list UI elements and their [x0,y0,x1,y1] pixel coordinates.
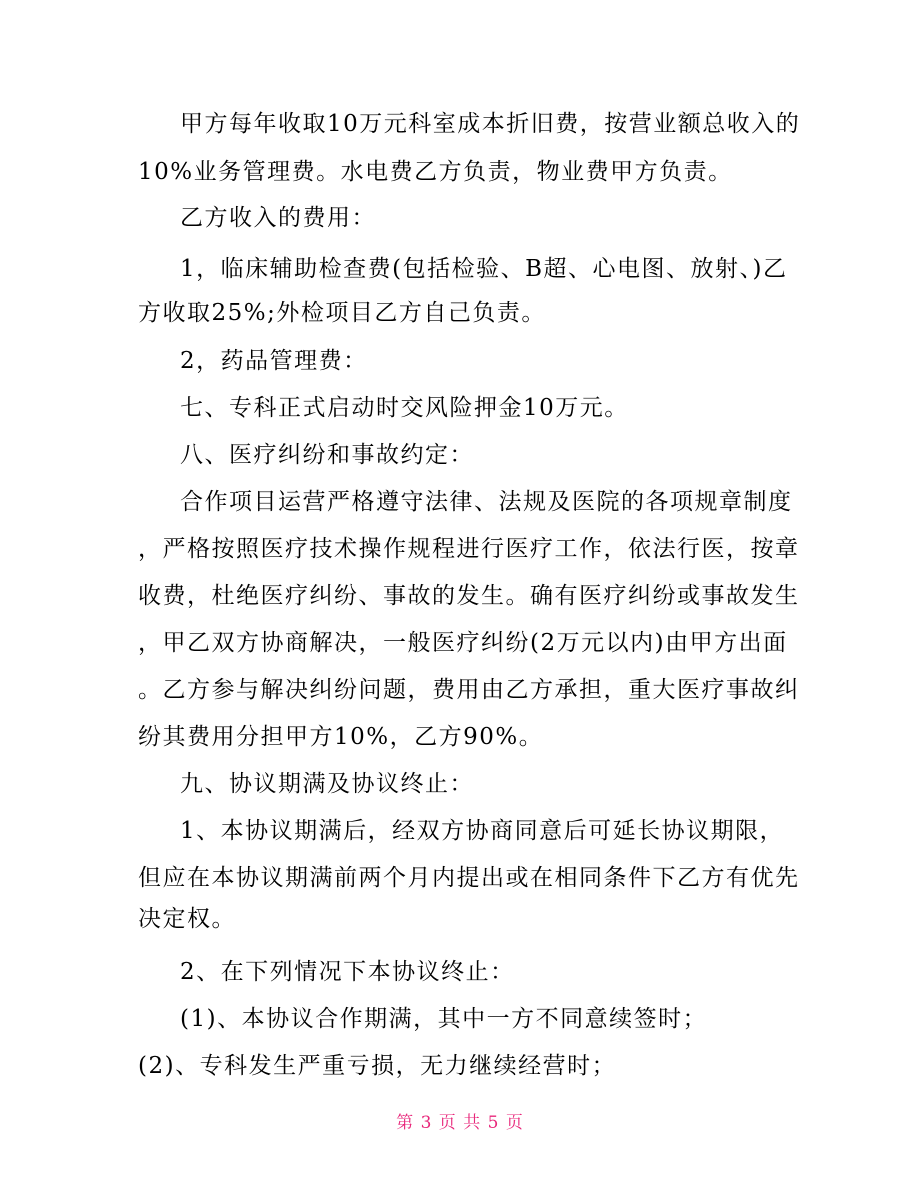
paragraph-line: 纷其费用分担甲方10%，乙方90%。 [138,724,544,750]
paragraph-line: (1)、本协议合作期满，其中一方不同意续签时； [180,1006,708,1032]
paragraph-line: ，严格按照医疗技术操作规程进行医疗工作，依法行医，按章 [138,536,800,562]
paragraph-line: 七、专科正式启动时交风险押金10万元。 [180,395,629,421]
paragraph-line: 10%业务管理费。水电费乙方负责，物业费甲方负责。 [138,159,733,185]
paragraph-line: 方收取25%;外检项目乙方自己负责。 [138,300,546,326]
paragraph-line: 2、在下列情况下本协议终止： [180,959,515,985]
paragraph-line: 九、协议期满及协议终止： [180,771,474,797]
paragraph-line: 决定权。 [138,906,236,932]
paragraph-line: ，甲乙双方协商解决，一般医疗纠纷(2万元以内)由甲方出面 [138,630,788,656]
paragraph-line: 收费，杜绝医疗纠纷、事故的发生。确有医疗纠纷或事故发生 [138,583,800,609]
paragraph-line: 1，临床辅助检查费(包括检验、B超、心电图、放射、)乙 [180,256,788,282]
paragraph-line: 甲方每年收取10万元科室成本折旧费，按营业额总收入的 [180,111,801,137]
paragraph-line: 2，药品管理费： [180,348,368,374]
paragraph-line: 乙方收入的费用： [180,205,376,231]
paragraph-line: 1、本协议期满后，经双方协商同意后可延长协议期限， [180,818,785,844]
paragraph-line: (2)、专科发生严重亏损，无力继续经营时； [138,1053,617,1079]
paragraph-line: 八、医疗纠纷和事故约定： [180,442,474,468]
paragraph-line: 但应在本协议期满前两个月内提出或在相同条件下乙方有优先 [138,865,800,891]
paragraph-line: 。乙方参与解决纠纷问题，费用由乙方承担，重大医疗事故纠 [138,677,800,703]
paragraph-line: 合作项目运营严格遵守法律、法规及医院的各项规章制度 [180,489,793,515]
page-number-footer: 第 3 页 共 5 页 [396,1113,524,1133]
